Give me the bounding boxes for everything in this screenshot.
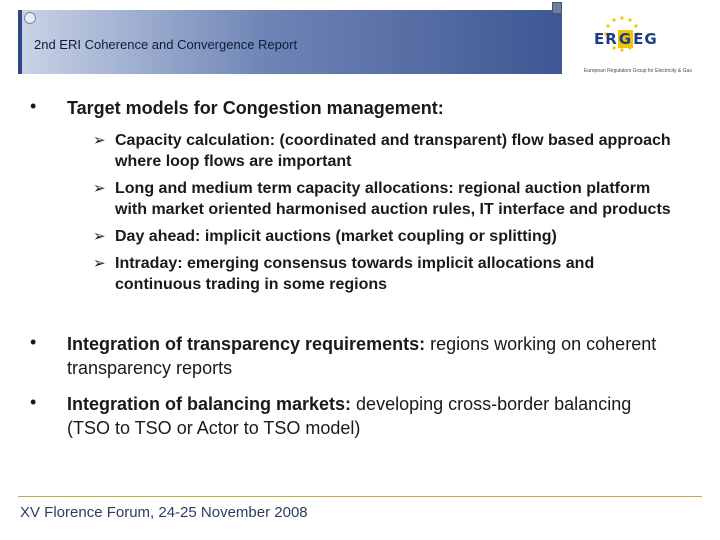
arrow-bullet-icon: ➢: [93, 255, 106, 272]
bullet-text: Integration of balancing markets: developing cross-border balancing (TSO to TSO or Actor to TSO model): [67, 394, 632, 438]
corner-circle-icon: [24, 12, 36, 24]
logo-subtitle: European Regulators Group for Electricity & Gas: [584, 68, 692, 74]
ergeg-logo: [578, 12, 692, 74]
page-title: 2nd ERI Coherence and Convergence Report: [34, 37, 298, 52]
bullet-text: Target models for Congestion management:: [67, 98, 444, 118]
bullet-dot-icon: •: [30, 96, 37, 116]
arrow-bullet-icon: ➢: [93, 180, 106, 197]
arrow-bullet-icon: ➢: [93, 228, 106, 245]
list-item: ➢ Intraday: emerging consensus towards implicit allocations and continuous trading in some regions: [93, 255, 595, 293]
footer-divider: [18, 496, 702, 497]
bullet-dot-icon: •: [30, 332, 37, 352]
sub-list: [93, 130, 673, 301]
bullet-dot-icon: •: [30, 392, 37, 412]
header-band: [18, 10, 562, 74]
list-item: ➢ Capacity calculation: (coordinated and transparent) flow based approach where loop flows are important: [93, 132, 671, 170]
list-item: ➢ Long and medium term capacity allocations: regional auction platform with market oriented harmonised auction rules, IT interface and products: [93, 180, 671, 218]
arrow-bullet-icon: ➢: [93, 132, 106, 149]
bullet-text: Integration of transparency requirements: regions working on coherent transparency reports: [67, 334, 657, 378]
footer-text: XV Florence Forum, 24-25 November 2008: [20, 504, 308, 521]
corner-tab-icon: [552, 2, 562, 14]
list-item: ➢ Day ahead: implicit auctions (market coupling or splitting): [93, 228, 557, 245]
logo-wordmark: ERGEG: [594, 30, 658, 48]
